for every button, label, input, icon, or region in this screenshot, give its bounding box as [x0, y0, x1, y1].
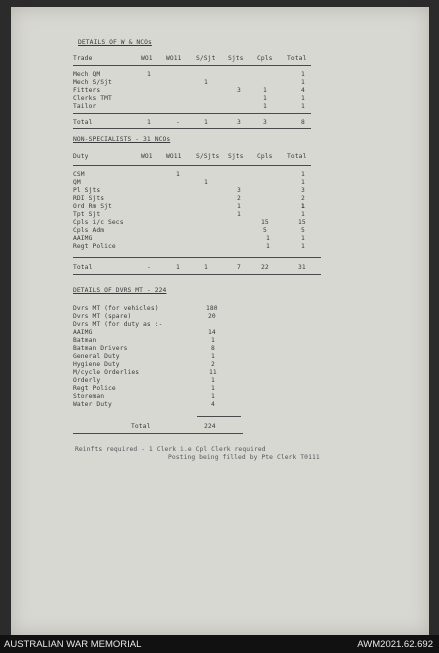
row-label: AAIMG: [73, 235, 93, 242]
rule: [73, 113, 311, 114]
cell-total: 15: [298, 219, 306, 226]
cell-total: 1: [301, 171, 305, 178]
cell-total: 8: [301, 119, 305, 126]
s1-header-sjts: Sjts: [228, 55, 244, 62]
list-item-value: 20: [208, 313, 216, 320]
cell: 1: [176, 264, 180, 271]
s2-header-wo1: WO1: [141, 153, 153, 160]
cell: 3: [237, 119, 241, 126]
list-item-label: Water Duty: [73, 401, 112, 408]
cell: 15: [261, 219, 269, 226]
list-item-value: 11: [209, 369, 217, 376]
rule: [73, 128, 311, 129]
cell: 3: [263, 119, 267, 126]
cell-total: 1: [301, 243, 305, 250]
cell: 1: [266, 235, 270, 242]
row-label: CSM: [73, 171, 85, 178]
rule: [73, 274, 321, 275]
s1-header-wo11: WO11: [166, 55, 182, 62]
archive-footer: [0, 635, 439, 653]
s1-header-ssjt: S/Sjt: [196, 55, 216, 62]
cell-total: 1: [301, 211, 305, 218]
cell: 1: [237, 211, 241, 218]
cell-total: 1: [301, 103, 305, 110]
list-item-value: 14: [208, 329, 216, 336]
cell: -: [176, 119, 180, 126]
list-item-label: Dvrs MT (for vehicles): [73, 305, 159, 312]
row-label: Regt Police: [73, 243, 116, 250]
list-item-label: AAIMG: [73, 329, 93, 336]
list-item-value: 1: [211, 353, 215, 360]
cell: 3: [237, 187, 241, 194]
s2-header-ssjts: S/Sjts: [196, 153, 220, 160]
list-item-label: General Duty: [73, 353, 120, 360]
row-label: RDI Sjts: [73, 195, 105, 202]
list-item-label: Orderly: [73, 377, 101, 384]
list-item-label: Storeman: [73, 393, 105, 400]
total-label: Total: [73, 119, 93, 126]
list-item-label: M/cycle Orderlies: [73, 369, 140, 376]
cell: 1: [204, 179, 208, 186]
s3-total-value: 224: [204, 423, 216, 430]
cell-total: 31: [298, 264, 306, 271]
cell: 1: [176, 171, 180, 178]
note-line-1: Reinfts required - 1 Clerk i.e Cpl Clerk required: [75, 446, 266, 453]
cell: 3: [237, 87, 241, 94]
row-label: Pl Sjts: [73, 187, 101, 194]
cell: 22: [261, 264, 269, 271]
row-label: Ord Rm Sjt: [73, 203, 112, 210]
s1-header-trade: Trade: [73, 55, 93, 62]
list-item-label: Batman Drivers: [73, 345, 128, 352]
cell: 1: [147, 71, 151, 78]
cell-total: 1: [301, 235, 305, 242]
cell: 1: [263, 95, 267, 102]
rule: [73, 165, 311, 166]
rule: [73, 257, 321, 258]
list-item-value: 4: [211, 401, 215, 408]
list-item-value: 2: [211, 361, 215, 368]
section1-title: DETAILS OF W & NCOs: [78, 39, 152, 46]
rule: [73, 65, 311, 66]
cell: -: [147, 264, 151, 271]
s2-header-sjts: Sjts: [228, 153, 244, 160]
row-label: Mech QM: [73, 71, 101, 78]
cell-total: 2: [301, 195, 305, 202]
cell-total: 3: [301, 187, 305, 194]
row-label: Mech S/Sjt: [73, 79, 112, 86]
cell-total: 5: [301, 227, 305, 234]
s1-header-total: Total: [287, 55, 307, 62]
row-label: Cpls Adm: [73, 227, 105, 234]
list-item-value: 8: [211, 345, 215, 352]
cell-total: 1: [301, 203, 305, 210]
row-label: Tpt Sjt: [73, 211, 101, 218]
section2-title: NON-SPECIALISTS - 31 NCOs: [73, 136, 171, 143]
cell-total: 1: [301, 79, 305, 86]
section3-title: DETAILS OF DVRS MT - 224: [73, 287, 167, 294]
footer-institution: AUSTRALIAN WAR MEMORIAL: [4, 639, 142, 650]
cell-total: 1: [301, 179, 305, 186]
s1-header-wo1: WO1: [141, 55, 153, 62]
cell: 1: [204, 264, 208, 271]
s2-header-cpls: Cpls: [257, 153, 273, 160]
row-label: Tailor: [73, 103, 97, 110]
s2-header-wo11: WO11: [166, 153, 182, 160]
row-label: QM: [73, 179, 81, 186]
cell: 1: [263, 87, 267, 94]
list-item-label: Hygiene Duty: [73, 361, 120, 368]
list-item-value: 1: [211, 393, 215, 400]
cell-total: 1: [301, 95, 305, 102]
cell: 1: [263, 103, 267, 110]
cell-total: 4: [301, 87, 305, 94]
cell: 2: [237, 195, 241, 202]
cell: 1: [266, 243, 270, 250]
s3-total-label: Total: [131, 423, 151, 430]
s2-header-total: Total: [287, 153, 307, 160]
rule: [197, 416, 241, 417]
cell: 1: [204, 119, 208, 126]
list-item-label: Regt Police: [73, 385, 116, 392]
list-item-value: 180: [206, 305, 218, 312]
cell: 7: [237, 264, 241, 271]
cell: 1: [237, 203, 241, 210]
row-label: Fitters: [73, 87, 101, 94]
list-item-label: Dvrs MT (for duty as :-: [73, 321, 163, 328]
cell: 1: [204, 79, 208, 86]
list-item-value: 1: [211, 377, 215, 384]
list-item-value: 1: [211, 385, 215, 392]
footer-reference: AWM2021.62.692: [357, 639, 433, 650]
document-page: [11, 7, 429, 635]
list-item-label: Batman: [73, 337, 97, 344]
note-line-2: Posting being filled by Pte Clerk T0111: [168, 454, 320, 461]
s1-header-cpls: Cpls: [257, 55, 273, 62]
rule: [73, 433, 243, 434]
list-item-value: 1: [211, 337, 215, 344]
cell-total: 1: [301, 71, 305, 78]
row-label: Cpls i/c Secs: [73, 219, 124, 226]
cell: 5: [263, 227, 267, 234]
cell: 1: [147, 119, 151, 126]
list-item-label: Dvrs MT (spare): [73, 313, 132, 320]
row-label: Clerks TMT: [73, 95, 112, 102]
total-label: Total: [73, 264, 93, 271]
s2-header-duty: Duty: [73, 153, 89, 160]
